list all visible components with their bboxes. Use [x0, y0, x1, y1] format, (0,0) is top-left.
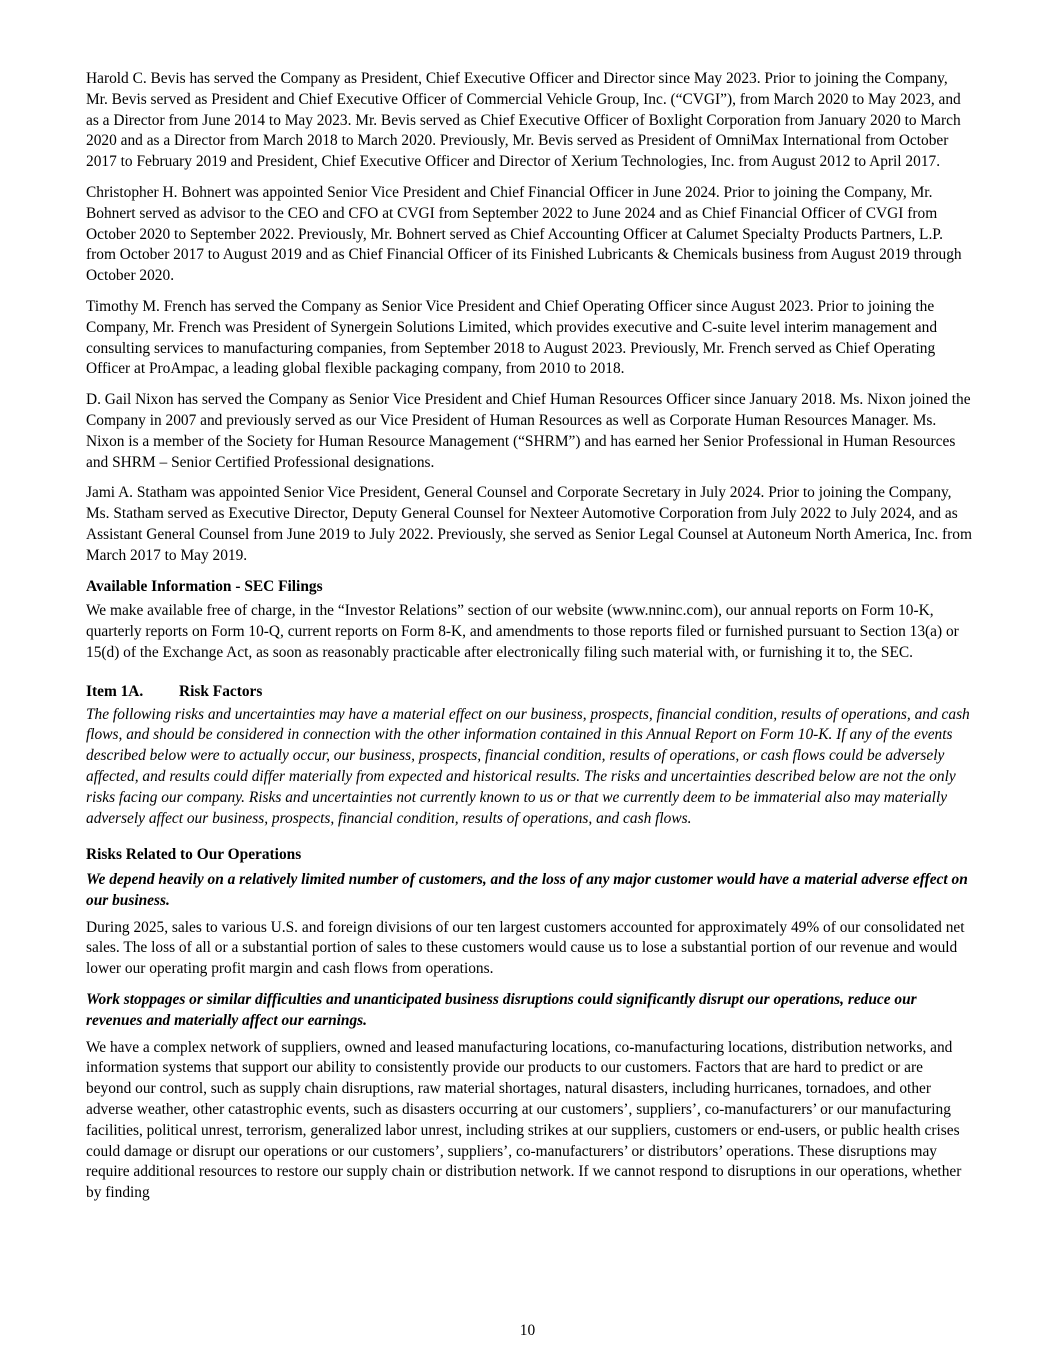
risk-title-customers: We depend heavily on a relatively limited number of customers, and the loss of any major customer would have a material adverse effect on our business. [86, 871, 968, 909]
sec-filings-heading: Available Information - SEC Filings [86, 577, 323, 595]
risk-text-work-stoppages: We have a complex network of suppliers, owned and leased manufacturing locations, co-manufacturing locations, distribution networks, and information systems that support our ability to consistently provide our products to our customers. Factors that are hard to predict or are beyond our control, such as supply chain disruptions, raw material shortages, natural disasters, including hurricanes, tornadoes, and other adverse weather, other catastrophic events, such as disasters occurring at our customers’, suppliers’, co-manufacturers’ or our manufacturing facilities, political unrest, terrorism, generalized labor unrest, including strikes at our suppliers, customers or end-users, or public health crises could damage or disrupt our operations or our customers’, suppliers’, co-manufacturers’ or distributors’ operations. These disruptions may require additional resources to restore our supply chain or distribution network. If we cannot respond to disruptions in our operations, whether by finding [86, 1038, 962, 1202]
item-1a-heading [86, 682, 972, 703]
item-1a-number: Item 1A. [86, 682, 144, 700]
document-page [86, 69, 972, 1214]
bio-statham: Jami A. Statham was appointed Senior Vice President, General Counsel and Corporate Secretary in July 2024. Prior to joining the Company, Ms. Statham served as Executive Director, Deputy General Counsel for Nexteer Automotive Corporation from July 2022 to July 2024, and as Assistant General Counsel from June 2019 to July 2022. Previously, she served as Senior Legal Counsel at Autoneum North America, Inc. from March 2017 to May 2019. [86, 484, 972, 564]
bio-french: Timothy M. French has served the Company as Senior Vice President and Chief Operating Officer since August 2023. Prior to joining the Company, Mr. French was President of Synergein Solutions Limited, which provides executive and C-suite level interim management and consulting services to manufacturing companies, from September 2018 to August 2023. Previously, Mr. French served as Chief Operating Officer at ProAmpac, a leading global flexible packaging company, from 2010 to 2018. [86, 297, 938, 378]
bio-nixon: D. Gail Nixon has served the Company as Senior Vice President and Chief Human Resources Officer since January 2018. Ms. Nixon joined the Company in 2007 and previously served as our Vice President of Human Resources as well as Corporate Human Resources Manager. Ms. Nixon is a member of the Society for Human Resource Management (“SHRM”) and has earned her Senior Professional in Human Resources and SHRM – Senior Certified Professional designations. [86, 391, 971, 471]
risk-factors-intro: The following risks and uncertainties may have a material effect on our business, prospects, financial condition, results of operations, and cash flows, and should be considered in connection with the other information contained in this Annual Report on Form 10-K. If any of the events described below were to actually occur, our business, prospects, financial condition, results of operations, or cash flows could be adversely affected, and results could differ materially from expected and historical results. The risks and uncertainties described below are not the only risks facing our company. Risks and uncertainties not currently known to us or that we currently deem to be immaterial also may materially adversely affect our business, prospects, financial condition, results of operations, and cash flows. [86, 705, 970, 827]
sec-filings-text: We make available free of charge, in the “Investor Relations” section of our website (www.nninc.com), our annual reports on Form 10-K, quarterly reports on Form 10-Q, current reports on Form 8-K, and amendments to those reports filed or furnished pursuant to Section 13(a) or 15(d) of the Exchange Act, as soon as reasonably practicable after electronically filing such material with, or furnishing it to, the SEC. [86, 602, 959, 661]
risk-text-customers: During 2025, sales to various U.S. and foreign divisions of our ten largest customers accounted for approximately 49% of our consolidated net sales. The loss of all or a substantial portion of sales to these customers would cause us to lose a substantial portion of our revenue and would lower our operating profit margin and cash flows from operations. [86, 918, 965, 978]
item-1a-title: Risk Factors [179, 682, 263, 700]
bio-bevis: Harold C. Bevis has served the Company as President, Chief Executive Officer and Director since May 2023. Prior to joining the Company, Mr. Bevis served as President and Chief Executive Officer of Commercial Vehicle Group, Inc. (“CVGI”), from March 2020 to May 2023, and as a Director from June 2014 to May 2023. Mr. Bevis served as Chief Executive Officer of Boxlight Corporation from January 2020 to March 2020 and as a Director from March 2018 to March 2020. Previously, Mr. Bevis served as President of OmniMax International from October 2017 to February 2019 and President, Chief Executive Officer and Director of Xerium Technologies, Inc. from August 2012 to April 2017. [86, 70, 961, 171]
page-number: 10 [519, 1322, 536, 1339]
risk-title-work-stoppages: Work stoppages or similar difficulties and unanticipated business disruptions could significantly disrupt our operations, reduce our revenues and materially affect our earnings. [86, 991, 917, 1029]
bio-bohnert: Christopher H. Bohnert was appointed Senior Vice President and Chief Financial Officer in June 2024. Prior to joining the Company, Mr. Bohnert served as advisor to the CEO and CFO at CVGI from September 2022 to June 2024 and as Chief Financial Officer of CVGI from October 2020 to September 2022. Previously, Mr. Bohnert served as Chief Accounting Officer at Calumet Specialty Products Partners, L.P. from October 2017 to August 2019 and as Chief Financial Officer of its Finished Lubricants & Chemicals business from August 2019 through October 2020. [86, 183, 962, 285]
operations-risks-heading: Risks Related to Our Operations [86, 846, 302, 864]
